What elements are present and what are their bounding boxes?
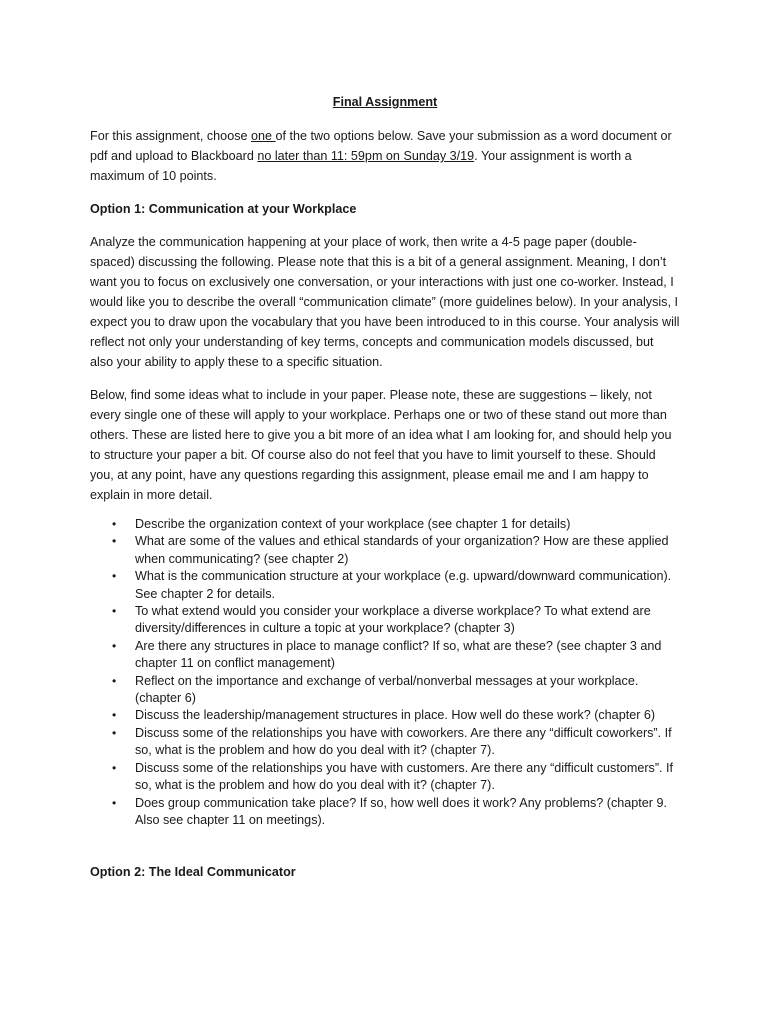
option2-heading: Option 2: The Ideal Communicator [90, 865, 296, 879]
bullet-icon: • [112, 725, 117, 740]
list-item [90, 516, 680, 533]
intro-deadline: no later than 11: 59pm on Sunday 3/19 [257, 149, 475, 163]
list-item-text: Does group communication take place? If so, how well does it work? Any problems? (chapter 9. Also see chapter 11 on meetings). [135, 795, 668, 827]
list-item-text: Discuss some of the relationships you have with customers. Are there any “difficult customers”. If so, what is the problem and how do you deal with it? (chapter 7). [135, 760, 674, 793]
option1-paragraph-1: Analyze the communication happening at your place of work, then write a 4-5 page paper (double-spaced) discussing the following. Please note that this is a bit of a general assignment. Meaning, I don’t want you to focus on exclusively one conversation, or your interactions with just one co-worker. Instead, I would like you to describe the overall “communication climate” (more guidelines below). In your analysis, I expect you to draw upon the vocabulary that you have been introduced to in this course. Your analysis will reflect not only your understanding of key terms, concepts and communication models discussed, but also your ability to apply these to a specific situation. [90, 235, 680, 369]
list-item-text: What are some of the values and ethical standards of your organization? How are these applied when communicating? (see chapter 2) [135, 534, 669, 566]
option1-bullet-list [90, 516, 680, 829]
bullet-icon: • [112, 795, 117, 810]
document-title: Final Assignment [332, 95, 438, 109]
list-item [90, 707, 680, 724]
list-item-text: Discuss some of the relationships you have with coworkers. Are there any “difficult coworkers”. If so, what is the problem and how do you deal with it? (chapter 7). [135, 725, 672, 758]
intro-text-3: . Your assignment is worth a maximum of 10 points. [90, 149, 632, 183]
list-item-text: Discuss the leadership/management structures in place. How well do these work? (chapter 6) [135, 708, 656, 723]
bullet-icon: • [112, 760, 117, 775]
list-item [90, 638, 680, 673]
list-item-text: Are there any structures in place to manage conflict? If so, what are these? (see chapter 3 and chapter 11 on conflict management) [135, 638, 662, 671]
bullet-icon: • [112, 638, 117, 653]
intro-text-2: of the two options below. Save your submission as a word document or pdf and upload to Blackboard [90, 129, 672, 163]
list-item [90, 568, 680, 603]
list-item-text: To what extend would you consider your workplace a diverse workplace? To what extend are diversity/differences in culture a topic at your workplace? (chapter 3) [135, 604, 651, 636]
list-item [90, 673, 680, 708]
option1-paragraph-2: Below, find some ideas what to include in your paper. Please note, these are suggestions – likely, not every single one of these will apply to your workplace. Perhaps one or two of these stand out more than others. These are listed here to give you a bit more of an idea what I am looking for, and should help you to structure your paper a bit. Of course also do not feel that you have to limit yourself to these. Should you, at any point, have any questions regarding this assignment, please email me and I am happy to explain in more detail. [90, 388, 672, 502]
list-item-text: What is the communication structure at your workplace (e.g. upward/downward communication). See chapter 2 for details. [135, 569, 672, 601]
option1-heading: Option 1: Communication at your Workplace [90, 202, 357, 216]
intro-text-1: For this assignment, choose [90, 129, 251, 143]
bullet-icon: • [112, 569, 117, 584]
list-item-text: Reflect on the importance and exchange of verbal/nonverbal messages at your workplace. (chapter 6) [135, 673, 639, 706]
bullet-icon: • [112, 673, 117, 688]
list-item [90, 760, 680, 795]
bullet-icon: • [112, 708, 117, 723]
list-item [90, 795, 680, 830]
list-item-text: Describe the organization context of your workplace (see chapter 1 for details) [135, 517, 571, 531]
intro-emphasis-one: one [251, 129, 276, 143]
intro-paragraph [90, 126, 680, 186]
list-item [90, 725, 680, 760]
bullet-icon: • [112, 517, 117, 531]
bullet-icon: • [112, 534, 117, 549]
bullet-icon: • [112, 604, 117, 619]
list-item [90, 603, 680, 638]
list-item [90, 533, 680, 568]
